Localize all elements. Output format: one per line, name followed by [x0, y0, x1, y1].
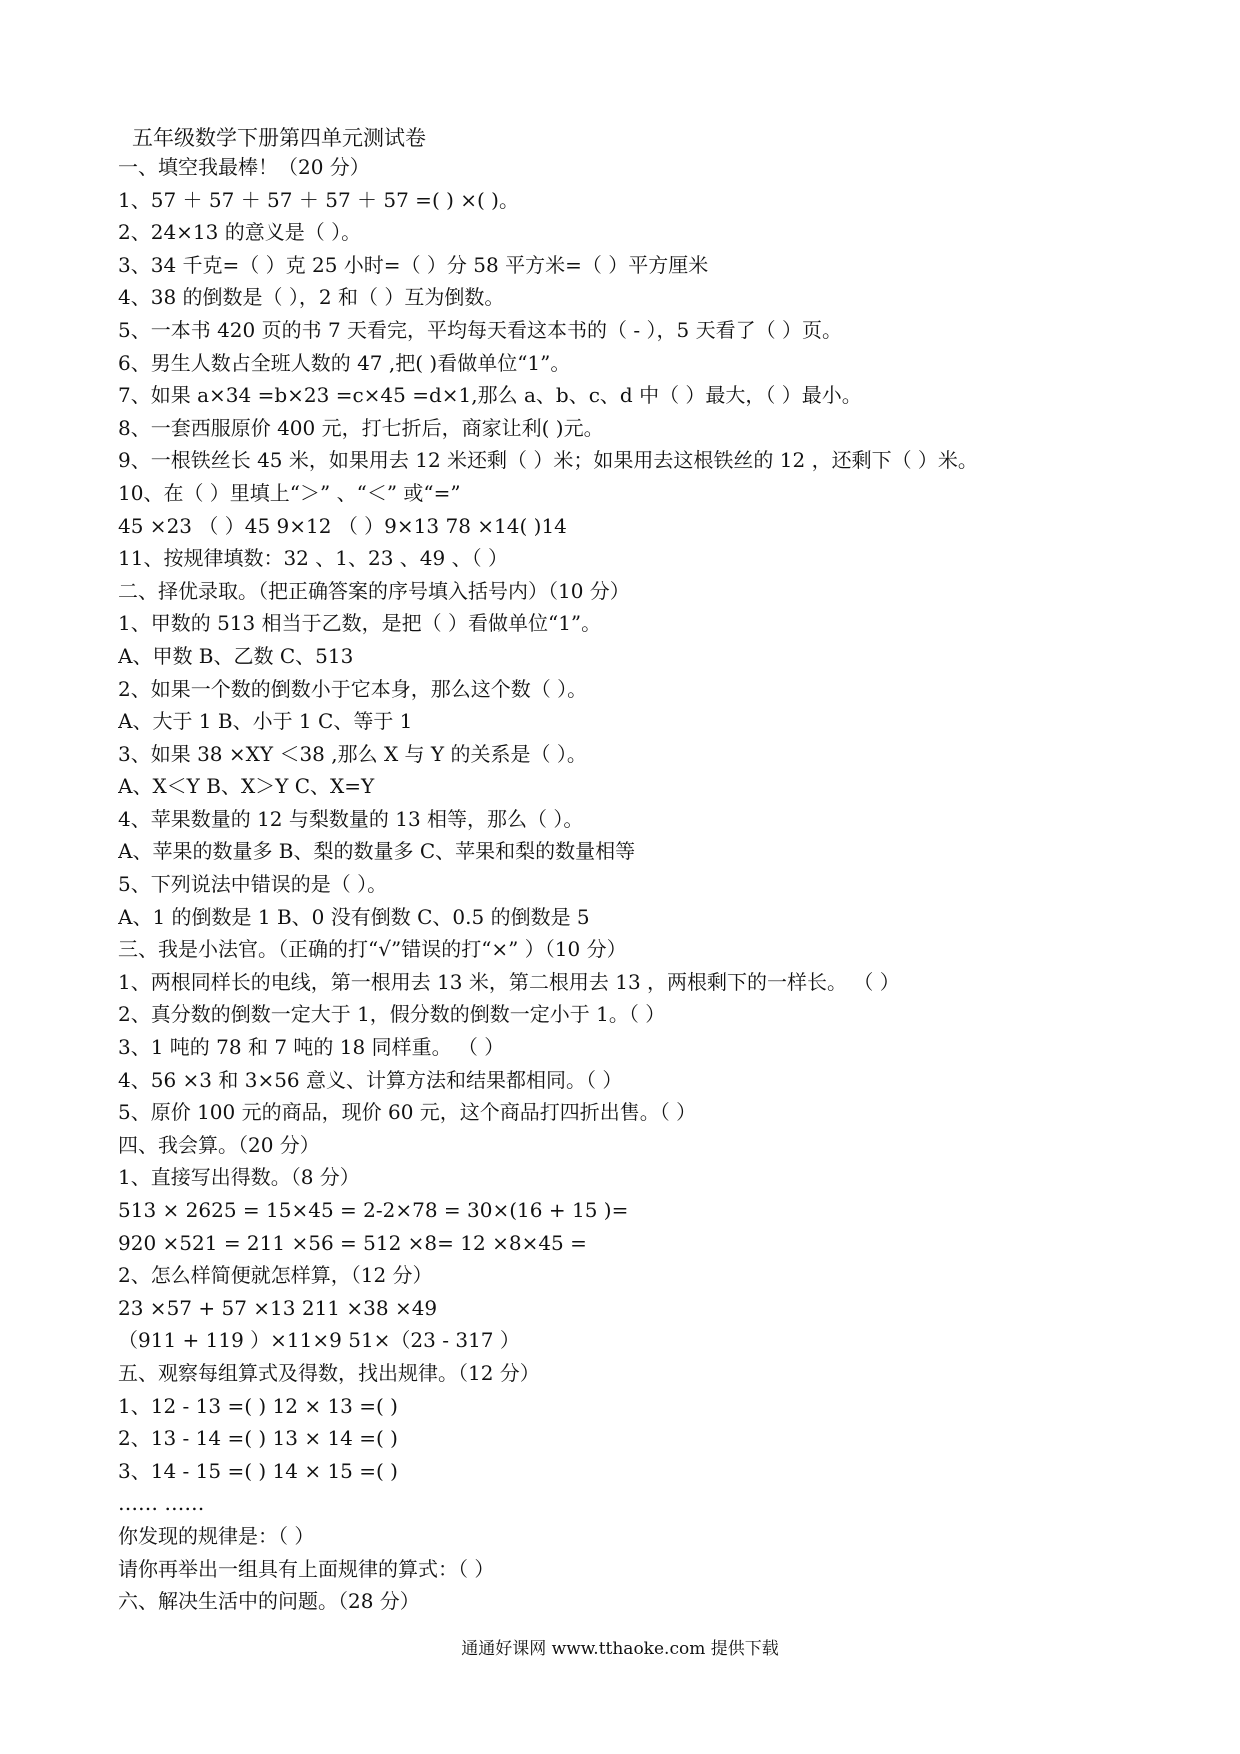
footer-text: 通通好课网 www.tthaoke.com 提供下载: [461, 1639, 779, 1659]
exam-line: 1、12 - 13 =( ) 12 × 13 =( ): [118, 1393, 398, 1418]
exam-line: 45 ×23 （ ）45 9×12 （ ）9×13 78 ×14( )14: [118, 513, 567, 538]
exam-line: 920 ×521 = 211 ×56 = 512 ×8= 12 ×8×45 =: [118, 1230, 587, 1255]
exam-line: …… ……: [118, 1491, 205, 1516]
exam-line: 6、男生人数占全班人数的 47 ,把( )看做单位“1”。: [118, 350, 571, 375]
exam-line: 1、57 ＋ 57 ＋ 57 ＋ 57 ＋ 57 =( ) ×( )。: [118, 187, 519, 212]
exam-line: 2、真分数的倒数一定大于 1，假分数的倒数一定小于 1。（ ）: [118, 1002, 666, 1027]
exam-line: 五、观察每组算式及得数，找出规律。（12 分）: [118, 1360, 540, 1385]
exam-body: [118, 151, 1218, 1618]
exam-line: 六、解决生活中的问题。（28 分）: [118, 1589, 420, 1614]
exam-line: 2、13 - 14 =( ) 13 × 14 =( ): [118, 1426, 398, 1451]
exam-line: A、苹果的数量多 B、梨的数量多 C、苹果和梨的数量相等: [118, 839, 636, 864]
exam-line: A、甲数 B、乙数 C、513: [118, 643, 354, 668]
exam-line: 三、我是小法官。（正确的打“√”错误的打“×” ）（10 分）: [118, 937, 627, 962]
exam-line: 513 × 2625 = 15×45 = 2-2×78 = 30×(16 + 15 )=: [118, 1198, 629, 1222]
exam-line: 1、两根同样长的电线，第一根用去 13 米，第二根用去 13 ，两根剩下的一样长。 （ ）: [118, 969, 900, 994]
exam-line: 3、14 - 15 =( ) 14 × 15 =( ): [118, 1458, 398, 1483]
exam-line: 23 ×57 + 57 ×13 211 ×38 ×49: [118, 1295, 438, 1320]
exam-line: 3、如果 38 ×XY ＜38 ,那么 X 与 Y 的关系是（ ）。: [118, 741, 587, 766]
exam-line: 四、我会算。（20 分）: [118, 1132, 320, 1157]
exam-line: 4、38 的倒数是（ ），2 和（ ）互为倒数。: [118, 285, 505, 310]
exam-line: 3、34 千克=（ ）克 25 小时=（ ）分 58 平方米=（ ）平方厘米: [118, 252, 709, 277]
exam-line: A、1 的倒数是 1 B、0 没有倒数 C、0.5 的倒数是 5: [118, 904, 590, 929]
exam-line: 5、下列说法中错误的是（ ）。: [118, 872, 388, 897]
page-title: 五年级数学下册第四单元测试卷: [132, 126, 426, 150]
exam-line: 5、一本书 420 页的书 7 天看完，平均每天看这本书的（ - ），5 天看了（ ）页。: [118, 317, 842, 342]
exam-line: 9、一根铁丝长 45 米，如果用去 12 米还剩（ ）米；如果用去这根铁丝的 12 ，还剩下（ ）米。: [118, 448, 978, 473]
exam-line: 2、怎么样简便就怎样算，（12 分）: [118, 1263, 433, 1288]
exam-line: 4、苹果数量的 12 与梨数量的 13 相等，那么（ ）。: [118, 806, 584, 831]
exam-line: 1、甲数的 513 相当于乙数，是把（ ）看做单位“1”。: [118, 611, 602, 636]
exam-line: 二、择优录取。（把正确答案的序号填入括号内）（10 分）: [118, 578, 630, 603]
exam-line: A、大于 1 B、小于 1 C、等于 1: [118, 709, 413, 734]
exam-line: 你发现的规律是：（ ）: [118, 1523, 315, 1548]
exam-line: 1、直接写出得数。（8 分）: [118, 1165, 360, 1190]
exam-line: 4、56 ×3 和 3×56 意义、计算方法和结果都相同。（ ）: [118, 1067, 623, 1092]
exam-line: 请你再举出一组具有上面规律的算式：（ ）: [118, 1556, 495, 1581]
exam-line: 一、填空我最棒！（20 分）: [118, 155, 370, 179]
exam-line: 10、在（ ）里填上“＞” 、“＜” 或“=”: [118, 480, 461, 505]
exam-line: （911 + 119 ）×11×9 51×（23 - 317 ）: [118, 1328, 520, 1353]
exam-line: 8、一套西服原价 400 元，打七折后，商家让利( )元。: [118, 415, 604, 440]
exam-line: A、X＜Y B、X＞Y C、X=Y: [118, 774, 375, 799]
exam-line: 7、如果 a×34 =b×23 =c×45 =d×1,那么 a、b、c、d 中（ ）最大，（ ）最小。: [118, 383, 862, 408]
exam-line: 2、24×13 的意义是（ ）。: [118, 220, 362, 245]
exam-line: 2、如果一个数的倒数小于它本身，那么这个数（ ）。: [118, 676, 588, 701]
exam-line: 3、1 吨的 78 和 7 吨的 18 同样重。 （ ）: [118, 1035, 505, 1060]
exam-line: 5、原价 100 元的商品，现价 60 元，这个商品打四折出售。（ ）: [118, 1100, 697, 1125]
exam-line: 11、按规律填数：32 、1、23 、49 、（ ）: [118, 546, 508, 571]
